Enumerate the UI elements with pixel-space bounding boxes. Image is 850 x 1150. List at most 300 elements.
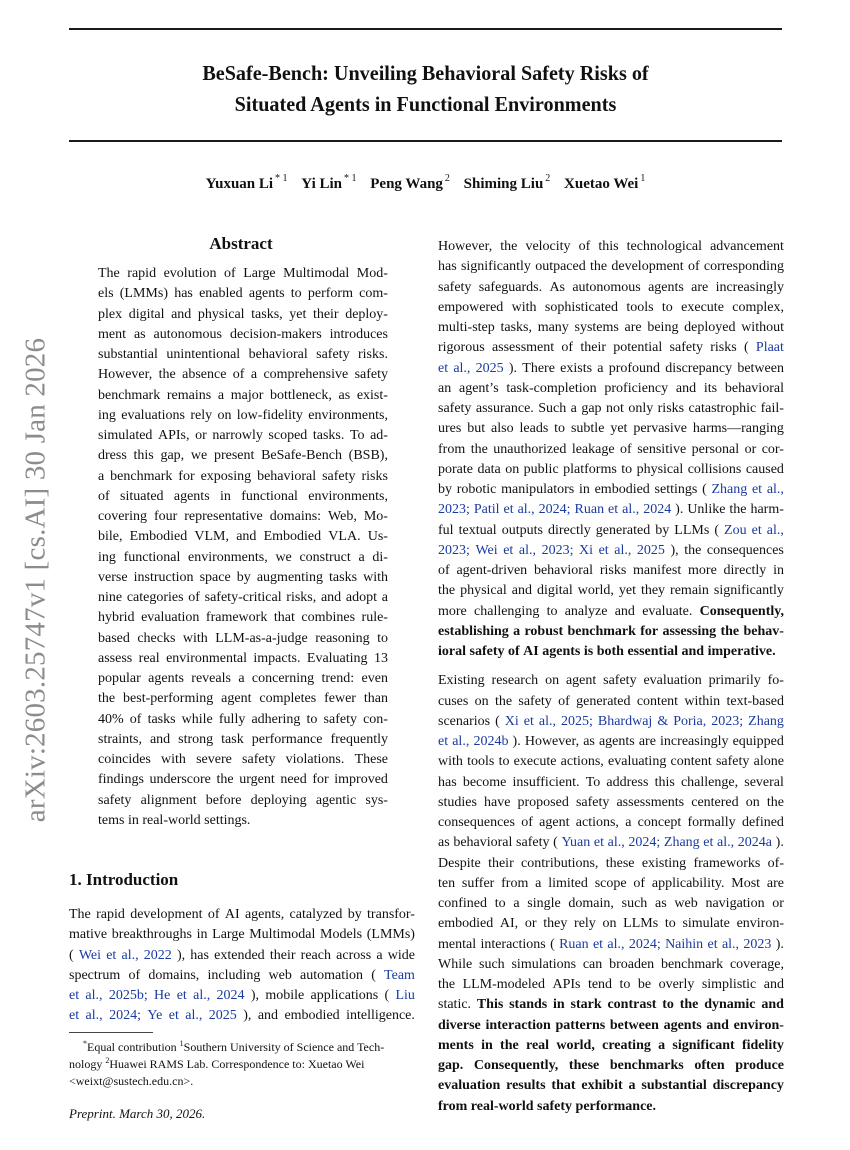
citation-link[interactable]: al., [607, 835, 625, 851]
citation-link[interactable]: al., [452, 734, 470, 749]
citation-link[interactable]: 2025; [560, 713, 593, 729]
footnote-rule [69, 1032, 153, 1033]
citation-link[interactable]: Zhang [663, 835, 700, 851]
word: harm- [750, 502, 784, 518]
word: behavioral [248, 347, 308, 362]
word: real [138, 650, 160, 666]
abstract-line [98, 467, 388, 487]
abstract-line [98, 305, 388, 325]
intro-right-line [438, 773, 784, 793]
word: functional [123, 549, 181, 565]
word: a [628, 1078, 636, 1094]
word: tasks, [251, 306, 283, 322]
word: substantial [641, 1078, 707, 1094]
word: AI [523, 644, 539, 659]
intro-right-line [438, 500, 784, 520]
word: without [741, 320, 784, 335]
word: web [674, 896, 698, 911]
word: in [219, 488, 231, 504]
word: of- [767, 855, 784, 871]
citation-link[interactable]: al., [538, 713, 556, 729]
citation-link[interactable]: He [154, 988, 171, 1003]
citation-link[interactable]: Wei [78, 947, 102, 963]
word: significantly [713, 583, 784, 599]
word: ( [714, 522, 719, 538]
intro-right-line [438, 642, 784, 662]
word: discrepancy [665, 360, 733, 376]
word: impacts. [253, 650, 301, 666]
word: embodied [438, 916, 494, 932]
citation-link[interactable]: 2022 [143, 947, 172, 963]
word: with [182, 630, 208, 646]
intro-left-line [69, 966, 415, 986]
citation-link[interactable]: et [523, 713, 534, 729]
word: covering [98, 509, 147, 524]
word: environ- [736, 916, 784, 932]
word: the [158, 367, 176, 383]
word: analyze [564, 603, 608, 619]
word: proficiency [604, 380, 669, 396]
intro-right-line [438, 813, 784, 833]
word: dress [98, 448, 127, 464]
citation-link[interactable]: 2023; [541, 542, 574, 558]
citation-link[interactable]: et [168, 1008, 179, 1024]
word: unauthorized [493, 441, 567, 457]
abstract-line [98, 386, 388, 406]
citation-link[interactable]: Zhang [711, 482, 748, 497]
word: a [381, 590, 388, 605]
word: ( [743, 340, 749, 356]
word: to [661, 299, 673, 315]
intro-right-line [438, 237, 784, 257]
citation-link[interactable]: & [657, 713, 669, 729]
citation-link[interactable]: et [438, 734, 449, 749]
word: are [691, 279, 709, 295]
citation-link[interactable]: 2024; [628, 936, 661, 952]
word: of [687, 259, 700, 275]
word: the [684, 542, 702, 558]
author: Xuetao Wei $^1$ [564, 173, 646, 192]
word: from [438, 441, 466, 457]
citation-link[interactable]: 2024a [737, 835, 773, 851]
word: for [178, 468, 195, 484]
word: LLM-as-a-judge [215, 630, 308, 646]
word: autonomous [572, 279, 641, 295]
abstract-line [98, 608, 388, 628]
citation-link[interactable]: Bhardwaj [597, 713, 653, 729]
word: embodied [594, 482, 650, 497]
citation-link[interactable]: 2025 [475, 360, 504, 376]
word: agents, [244, 907, 285, 922]
word: discrepancy [712, 1078, 784, 1094]
citation-link[interactable]: et [751, 482, 763, 497]
word: behavioral [453, 835, 513, 851]
citation-link[interactable]: Wei [475, 542, 498, 558]
word: fidelity [741, 1037, 784, 1053]
word: safety [323, 711, 357, 727]
word: underscore [149, 772, 211, 788]
word: of [521, 815, 533, 830]
word: more [438, 603, 467, 619]
word: by [655, 522, 670, 538]
abstract-line [98, 750, 388, 770]
word: fail- [760, 401, 784, 416]
word: alone [753, 754, 784, 770]
word: with [438, 754, 463, 770]
word: The [69, 907, 91, 922]
citation-link[interactable]: 2025 [636, 542, 665, 558]
word: of [188, 590, 200, 605]
word: safety [537, 1098, 573, 1114]
word: we [190, 448, 208, 464]
word: as [583, 734, 595, 749]
citation-link[interactable]: 2025 [208, 1008, 237, 1024]
intro-right-line [438, 1036, 784, 1056]
word: harms—ranging [692, 421, 784, 437]
word: plex [98, 306, 123, 322]
citation-link[interactable]: al., [193, 988, 211, 1003]
citation-link[interactable]: et [598, 542, 609, 558]
citation-link[interactable]: 2023; [438, 502, 470, 518]
citation-link[interactable]: Zhang [748, 713, 784, 729]
word: construct [299, 549, 351, 565]
word: the [98, 691, 116, 707]
citation-link[interactable]: 2024 [216, 988, 245, 1003]
citation-link[interactable]: Patil [473, 502, 500, 518]
word: of [558, 693, 570, 709]
word: by [236, 569, 251, 585]
introduction-right-column [438, 237, 784, 1117]
word: narrowly [212, 428, 263, 443]
citation-link[interactable]: 2023 [743, 936, 772, 952]
intro-right-line [438, 874, 784, 894]
citation-link[interactable]: et [503, 542, 514, 558]
word: benchmark [660, 956, 724, 972]
word: their [312, 306, 339, 322]
word: extended [214, 947, 265, 963]
word: deploying [250, 792, 307, 808]
word: autonomous [153, 326, 222, 342]
word: scenarios [438, 713, 491, 729]
word: benchmark [110, 468, 173, 484]
word: catastrophic [688, 401, 757, 416]
word: text-based [726, 693, 784, 709]
word: safety [469, 644, 505, 659]
word: on [745, 794, 760, 810]
word: single [527, 896, 561, 911]
word: suffer [461, 875, 495, 891]
abstract-line [98, 507, 388, 527]
word: leakage [571, 441, 615, 457]
word: physical [460, 583, 507, 599]
word: However, [98, 367, 153, 383]
word: mative [69, 927, 108, 943]
citation-link[interactable]: al., [185, 1008, 203, 1024]
citation-link[interactable]: et [69, 1008, 80, 1024]
citation-link[interactable]: 2023; [711, 713, 744, 729]
word: of [207, 907, 220, 922]
word: intelligence. [346, 1008, 415, 1024]
word: both [596, 644, 624, 659]
word: results [506, 1078, 546, 1094]
citation-link[interactable]: Plaat [755, 340, 784, 356]
word: and [681, 644, 705, 659]
citation-link[interactable]: Xi [504, 713, 519, 729]
word: agents [598, 734, 635, 749]
word: While [438, 956, 473, 972]
word: safety [354, 367, 388, 383]
intro-right-line [438, 793, 784, 813]
word: environ- [733, 1017, 784, 1033]
citation-link[interactable]: et [438, 360, 449, 376]
word: they [543, 916, 568, 932]
word: its [703, 380, 718, 396]
word: more [688, 563, 717, 578]
citation-link[interactable]: al., [518, 542, 536, 558]
word: absence [182, 367, 227, 383]
word: the [720, 623, 740, 639]
citation-link[interactable]: 2024; [628, 835, 661, 851]
word: imperative. [707, 644, 776, 659]
intro-right-line [438, 480, 784, 500]
intro-right-line [438, 581, 784, 601]
word: assessing [662, 623, 717, 639]
word: environmental [166, 650, 247, 666]
word: significant [672, 1037, 735, 1053]
word: Unlike [687, 502, 726, 518]
word: we [275, 549, 292, 565]
word: ( [69, 947, 74, 963]
word: APIs, [158, 428, 190, 443]
footnote-text: nology $^2$Huawei RAMS Lab. Correspondence to: Xuetao Wei [69, 1056, 365, 1071]
word: tasks, [500, 320, 532, 335]
word: bottleneck, [270, 387, 332, 403]
intro-right-line [438, 894, 784, 914]
citation-link[interactable]: et [751, 522, 762, 538]
citation-link[interactable]: al., [607, 936, 625, 952]
word: fewer [324, 691, 356, 707]
word: or [772, 896, 784, 911]
word: consequences [438, 815, 515, 830]
word: this [654, 774, 675, 790]
citation-link[interactable]: et [106, 947, 117, 963]
word: tems [98, 812, 125, 828]
citation-link[interactable]: Yuan [561, 835, 591, 851]
abstract-line [98, 446, 388, 466]
word: safety [575, 794, 610, 810]
citation-link[interactable]: et [608, 502, 619, 518]
word: frequently [330, 731, 388, 747]
citation-link[interactable]: al., [85, 988, 103, 1003]
author: Yi Lin $^{* 1}$ [301, 173, 357, 192]
citation-link[interactable]: Ruan [574, 502, 605, 518]
word: domain, [568, 896, 614, 911]
citation-link[interactable]: 2025b; [108, 988, 148, 1003]
word: However, [524, 734, 580, 749]
word: these [605, 855, 635, 871]
word: deployed [684, 320, 736, 335]
word: the [500, 1037, 519, 1053]
word: their [488, 855, 514, 871]
word: (LMMs) [366, 927, 415, 943]
word: ( [384, 988, 390, 1003]
citation-link[interactable]: Liu [395, 988, 415, 1003]
word: best-performing [123, 691, 214, 707]
word: subtle [570, 421, 605, 437]
citation-link[interactable]: al., [121, 947, 139, 963]
word: the [470, 441, 488, 457]
word: between [609, 1017, 659, 1033]
word: exhibit [581, 1078, 623, 1094]
word: frameworks [693, 855, 761, 871]
word: concerning [251, 671, 315, 686]
word: potential [613, 340, 663, 356]
word: 40% [98, 711, 124, 727]
citation-link[interactable]: al., [766, 522, 784, 538]
word: corresponding [703, 259, 784, 275]
footnote-line [69, 1073, 415, 1090]
word: yet [610, 421, 628, 437]
citation-link[interactable]: al., [614, 542, 632, 558]
word: in [127, 812, 139, 828]
word: agents [248, 286, 285, 302]
author: Peng Wang $^2$ [370, 173, 450, 192]
word: bile, [98, 529, 123, 545]
citation-link[interactable]: al., [766, 482, 784, 497]
word: caused [745, 461, 784, 477]
word: in [553, 997, 565, 1013]
word: by [347, 907, 362, 922]
citation-link[interactable]: et [69, 988, 80, 1003]
word: popular [98, 671, 141, 686]
citation-link[interactable]: et [503, 502, 514, 518]
citation-link[interactable]: et [592, 936, 604, 952]
word: in [578, 482, 590, 497]
word: yet [618, 583, 636, 599]
citation-link[interactable]: Zou [724, 522, 747, 538]
citation-link[interactable]: al., [721, 936, 740, 952]
word: This [476, 997, 504, 1013]
word: produce [735, 1058, 784, 1073]
word: comprehensive [263, 367, 349, 383]
word: risks [657, 401, 685, 416]
word: Despite [438, 855, 481, 871]
word: Web, [328, 509, 357, 524]
citation-link[interactable]: Ruan [559, 936, 589, 952]
word: technological [626, 239, 703, 254]
word: navigation [705, 896, 765, 911]
citation-link[interactable]: al., [85, 1008, 103, 1024]
word: remain [670, 583, 709, 599]
citation-link[interactable]: al., [622, 502, 640, 518]
citation-link[interactable]: al., [517, 502, 535, 518]
intro-right-line [438, 1097, 784, 1117]
word: ), [176, 947, 186, 963]
word: ful [438, 522, 454, 538]
word: evolution [163, 266, 217, 281]
citation-link[interactable]: 2024; [538, 502, 571, 518]
word: evaluation [141, 610, 200, 626]
intro-right-line [438, 833, 784, 853]
citation-link[interactable]: Xi [579, 542, 594, 558]
word: pervasive [633, 421, 687, 437]
citation-link[interactable]: Naihin [665, 936, 704, 952]
word: and [614, 603, 635, 619]
word: that [551, 1078, 576, 1094]
word: agent [539, 815, 570, 830]
word: are [624, 320, 642, 335]
citation-link[interactable]: et [703, 835, 714, 851]
word: reveals [191, 671, 231, 686]
word: primarily [708, 673, 761, 689]
word: content [636, 693, 679, 709]
citation-link[interactable]: Poria, [673, 713, 707, 729]
word: automation [300, 967, 364, 983]
word: address [606, 774, 649, 790]
word: substantial [98, 347, 158, 362]
word: els [98, 286, 114, 302]
word: cor- [761, 441, 784, 457]
citation-link[interactable]: et [707, 936, 718, 952]
word: safety [603, 673, 637, 689]
word: safety-critical [204, 590, 282, 605]
footnote-text: *Equal contribution $^1$Southern University of Science and Tech- [83, 1039, 385, 1054]
word: settings. [204, 812, 251, 828]
word: to [621, 461, 633, 477]
word: real [525, 1037, 550, 1053]
word: agent’s [458, 380, 499, 396]
word: reach [300, 947, 331, 963]
citation-link[interactable]: 2024; [109, 1008, 141, 1024]
citation-link[interactable]: et [176, 988, 187, 1003]
word: behavioral [257, 468, 317, 484]
word: increasingly [660, 734, 729, 749]
citation-link[interactable]: Ye [147, 1008, 163, 1024]
word: representative [184, 509, 263, 524]
word: a [376, 947, 383, 963]
word: and [149, 731, 171, 747]
word: scoped [268, 428, 308, 443]
word: to [498, 754, 510, 770]
word: tasks. [312, 428, 345, 443]
citation-link[interactable]: 2024b [473, 734, 509, 749]
word: tend [587, 977, 613, 992]
word: has [190, 947, 209, 963]
abstract-line [98, 649, 388, 669]
word: leads [519, 421, 549, 437]
word: and [320, 590, 342, 605]
word: embodied [284, 1008, 340, 1024]
citation-link[interactable]: Team [384, 967, 415, 983]
word: present [213, 448, 255, 464]
word: ), [250, 988, 260, 1003]
word: platforms [563, 461, 617, 477]
word: simulated [98, 428, 153, 443]
citation-link[interactable]: al., [717, 835, 735, 851]
word: content [670, 754, 712, 770]
citation-link[interactable]: 2024 [643, 502, 672, 518]
abstract-line [98, 264, 388, 284]
citation-link[interactable]: 2023; [438, 542, 470, 558]
word: (LMMs) [119, 286, 168, 302]
word: studies [438, 794, 477, 810]
word: these [568, 1058, 600, 1073]
citation-link[interactable]: al., [453, 360, 471, 376]
citation-link[interactable]: et [593, 835, 604, 851]
word: safety [516, 835, 550, 851]
word: challenge, [680, 774, 739, 790]
intro-right-line [438, 278, 784, 298]
